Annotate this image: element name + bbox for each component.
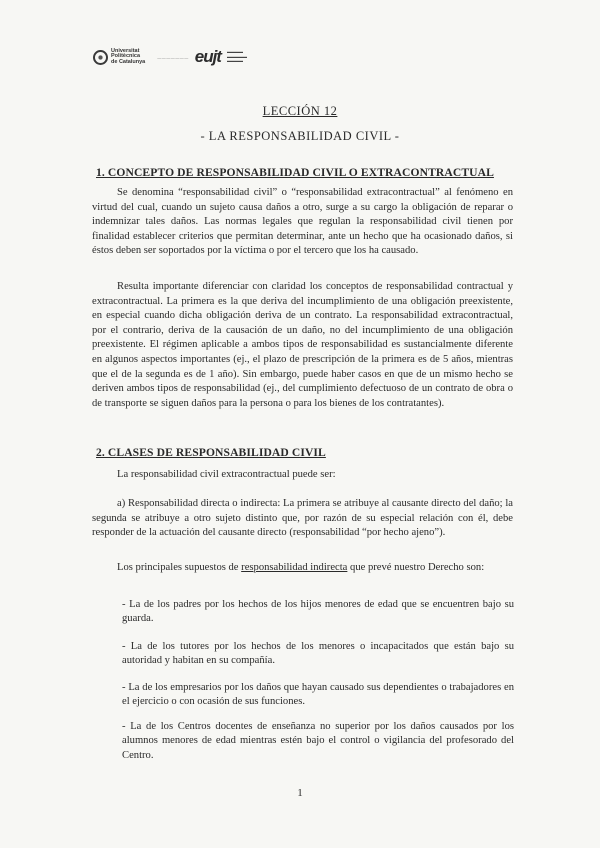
university-name-line3: de Catalunya xyxy=(111,58,146,65)
lesson-title: LECCIÓN 12 xyxy=(262,104,338,118)
school-name-text: ▬▬▬▬ ▬▬▬▬▬ ▬▬▬▬ xyxy=(226,49,247,64)
list-item: - La de los tutores por los hechos de los menores o incapacitados que están bajo su autoridad y habitan en su compañía. xyxy=(122,641,514,667)
university-emblem-icon xyxy=(93,50,108,65)
document-title: - LA RESPONSABILIDAD CIVIL - xyxy=(200,129,400,143)
section1-heading: 1. CONCEPTO DE RESPONSABILIDAD CIVIL O EXTRACONTRACTUAL xyxy=(96,166,494,179)
section1-paragraph-1: Se denomina “responsabilidad civil” o “responsabilidad extracontractual” al fenómeno en virtud del cual, cuando un sujeto causa daños a otro, surge a su cargo la obligación de reparar o indemnizar tales daños. Las normas legales que regulan la responsabilidad civil tienen por finalidad establecer criterios que permitan determinar, ante un hecho que ha ocasionado daños, si éstos deben ser soportados por la víctima o por el tercero que los ha causado. xyxy=(92,187,513,257)
university-name-line1: Universitat xyxy=(111,47,140,54)
section2-item-a: a) Responsabilidad directa o indirecta: La primera se atribuye al causante directo del daño; la segunda se atribuye a otro sujeto distinto que, por razón de su especial relación con él, debe responder de la actuación del causante directo (responsabilidad “por hecho ajeno”). xyxy=(92,498,513,539)
logo-divider: ——————— xyxy=(157,54,189,60)
indirect-liability-term: responsabilidad indirecta xyxy=(241,562,348,573)
list-item: - La de los padres por los hechos de los hijos menores de edad que se encuentren bajo su guarda. xyxy=(122,599,514,625)
page-number: 1 xyxy=(297,787,303,799)
eujt-logo: eujt xyxy=(194,47,221,66)
indirect-liability-intro: Los principales supuestos de responsabilidad indirecta que prevé nuestro Derecho son: xyxy=(117,562,485,573)
university-name-line2: Politècnica xyxy=(111,53,141,60)
header-logos xyxy=(93,46,247,68)
section2-heading: 2. CLASES DE RESPONSABILIDAD CIVIL xyxy=(96,446,326,459)
section2-intro: La responsabilidad civil extracontractual puede ser: xyxy=(117,469,336,480)
upc-logo xyxy=(93,49,145,66)
list-item: - La de los Centros docentes de enseñanza no superior por los daños causados por los alumnos menores de edad mientras estén bajo el control o vigilancia del profesorado del Centro. xyxy=(122,721,514,761)
list-item: - La de los empresarios por los daños que hayan causado sus dependientes o trabajadores en el ejercicio o con ocasión de sus funciones. xyxy=(122,682,514,708)
section1-paragraph-2: Resulta importante diferenciar con claridad los conceptos de responsabilidad contractual y extracontractual. La primera es la que deriva del incumplimiento de una obligación preexistente, en especial cuando dicha obligación deriva de un contrato. La responsabilidad extracontractual, por el contrario, deriva de la causación de un daño, no del incumplimiento de una obligación preexistente. El régimen aplicable a ambos tipos de responsabilidad es sustancialmente diferente en algunos aspectos importantes (ej., el plazo de prescripción de la primera es de 5 años, mientras que el de la segunda es de 1 año). Sin embargo, puede haber casos en que de un mismo hecho se deriven ambos tipos de responsabilidad (ej., del cumplimiento defectuoso de un contrato de obra o de transporte se siguen daños para la persona o para los bienes de los contratantes). xyxy=(92,281,513,409)
